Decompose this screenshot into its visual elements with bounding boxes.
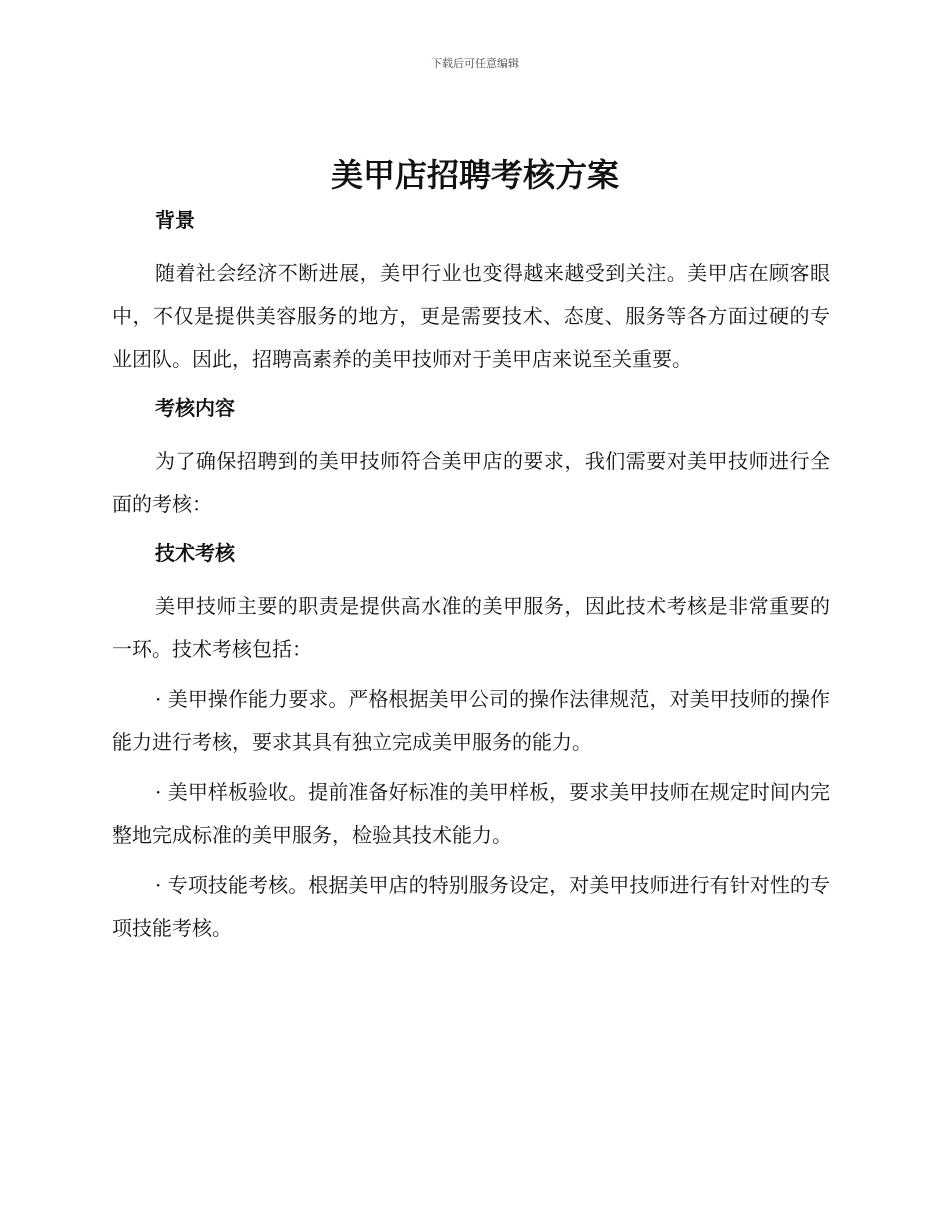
heading-background: 背景 — [155, 208, 195, 232]
paragraph-assessment-content: 为了确保招聘到的美甲技师符合美甲店的要求，我们需要对美甲技师进行全面的考核： — [112, 449, 830, 516]
heading-technical-assessment: 技术考核 — [155, 541, 235, 565]
heading-assessment-content: 考核内容 — [155, 396, 235, 420]
list-item: · 美甲样板验收。提前准备好标准的美甲样板，要求美甲技师在规定时间内完整地完成标准的美甲服务，检验其技术能力。 — [112, 780, 830, 847]
header-note: 下载后可任意编辑 — [431, 57, 519, 70]
document-title: 美甲店招聘考核方案 — [330, 156, 619, 194]
paragraph-background: 随着社会经济不断进展，美甲行业也变得越来越受到关注。美甲店在顾客眼中，不仅是提供美容服务的地方，更是需要技术、态度、服务等各方面过硬的专业团队。因此，招聘高素养的美甲技师对于美甲店来说至关重要。 — [112, 261, 830, 371]
list-item: · 美甲操作能力要求。严格根据美甲公司的操作法律规范，对美甲技师的操作能力进行考核，要求其具有独立完成美甲服务的能力。 — [112, 687, 830, 754]
document-body — [112, 200, 830, 950]
list-item: · 专项技能考核。根据美甲店的特别服务设定，对美甲技师进行有针对性的专项技能考核。 — [112, 873, 830, 940]
paragraph-technical-assessment: 美甲技师主要的职责是提供高水准的美甲服务，因此技术考核是非常重要的一环。技术考核包括： — [112, 594, 830, 661]
